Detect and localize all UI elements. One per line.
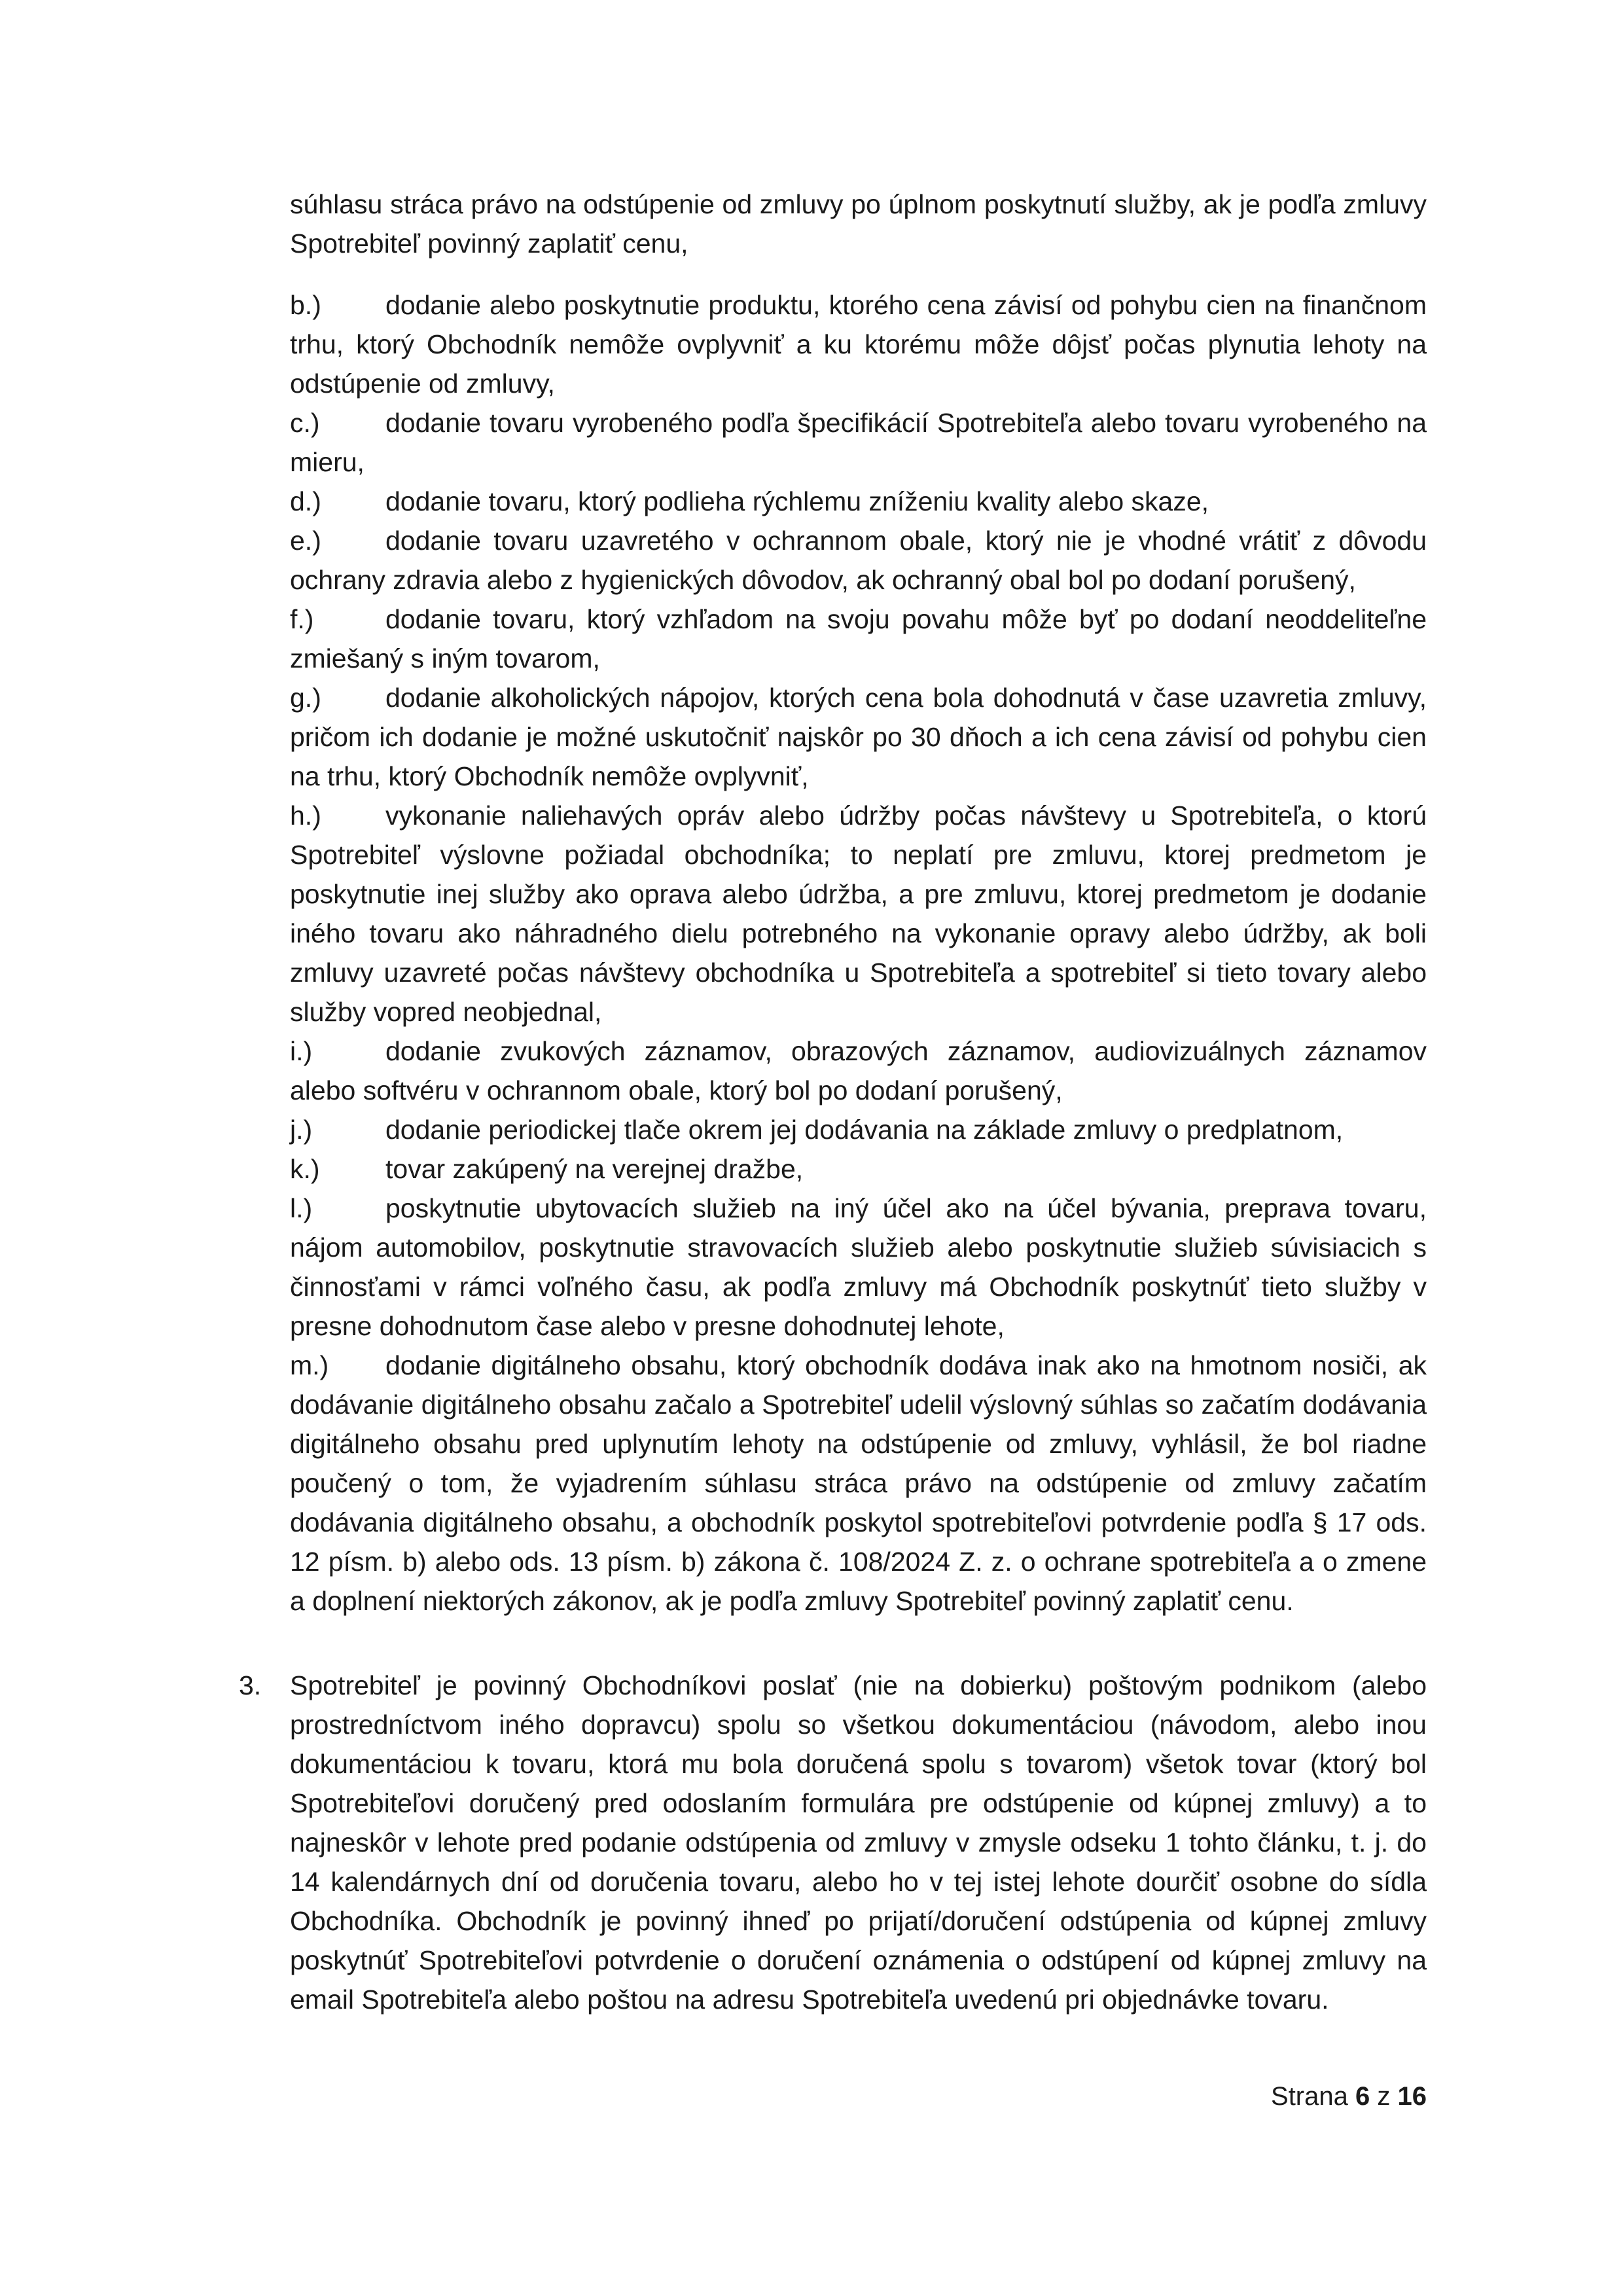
footer-page-number: 6 — [1355, 2082, 1370, 2111]
list-item — [290, 521, 1427, 600]
list-item — [290, 1346, 1427, 1621]
list-item — [290, 600, 1427, 678]
list-item-label: e.) — [290, 526, 321, 556]
list-item — [290, 1031, 1427, 1110]
list-item — [290, 403, 1427, 482]
list-item-text: tovar zakúpený na verejnej dražbe, — [385, 1154, 804, 1184]
list-item-label: f.) — [290, 604, 314, 634]
list-item-label: i.) — [290, 1036, 313, 1066]
list-item-text: dodanie tovaru, ktorý podlieha rýchlemu zníženiu kvality alebo skaze, — [385, 486, 1209, 516]
list-item-label: k.) — [290, 1154, 320, 1184]
page-footer — [1271, 2080, 1427, 2113]
section-3-number: 3. — [239, 1670, 262, 1700]
section-3 — [239, 1666, 1427, 2019]
list-item-text: poskytnutie ubytovacích služieb na iný účel ako na účel bývania, preprava tovaru, nájom automobilov, poskytnutie stravovacích služieb alebo poskytnutie služieb súvisiacich s činnosťami v rámci voľného času, ak podľa zmluvy má Obchodník poskytnúť tieto služby v presne dohodnutom čase alebo v presne dohodnutej lehote, — [290, 1193, 1427, 1341]
footer-of: z — [1377, 2082, 1391, 2111]
list-item-text: dodanie alebo poskytnutie produktu, ktorého cena závisí od pohybu cien na finančnom trhu, ktorý Obchodník nemôže ovplyvniť a ku ktorému môže dôjsť počas plynutia lehoty na odstúpenie od zmluvy, — [290, 290, 1427, 399]
body-content — [290, 185, 1427, 1621]
list-item-text: dodanie digitálneho obsahu, ktorý obchodník dodáva inak ako na hmotnom nosiči, ak dodávanie digitálneho obsahu začalo a Spotrebiteľ udelil výslovný súhlas so začatím dodávania digitálneho obsahu pred uplynutím lehoty na odstúpenie od zmluvy, vyhlásil, že bol riadne poučený o tom, že vyjadrením súhlasu stráca právo na odstúpenie od zmluvy začatím dodávania digitálneho obsahu, a obchodník poskytol spotrebiteľovi potvrdenie podľa § 17 ods. 12 písm. b) alebo ods. 13 písm. b) zákona č. 108/2024 Z. z. o ochrane spotrebiteľa a o zmene a doplnení niektorých zákonov, ak je podľa zmluvy Spotrebiteľ povinný zaplatiť cenu. — [290, 1350, 1427, 1616]
list-item-text: dodanie tovaru vyrobeného podľa špecifikácií Spotrebiteľa alebo tovaru vyrobeného na mieru, — [290, 408, 1427, 477]
list-item-label: j.) — [290, 1115, 313, 1145]
list-item-text: dodanie tovaru, ktorý vzhľadom na svoju povahu môže byť po dodaní neoddeliteľne zmiešaný s iným tovarom, — [290, 604, 1427, 673]
list-item-text: vykonanie naliehavých opráv alebo údržby počas návštevy u Spotrebiteľa, o ktorú Spotrebiteľ výslovne požiadal obchodníka; to neplatí pre zmluvu, ktorej predmetom je poskytnutie inej služby ako oprava alebo údržba, a pre zmluvu, ktorej predmetom je dodanie iného tovaru ako náhradného dielu potrebného na vykonanie opravy alebo údržby, ak boli zmluvy uzavreté počas návštevy obchodníka u Spotrebiteľa a spotrebiteľ si tieto tovary alebo služby vopred neobjednal, — [290, 800, 1427, 1027]
list-item-text: dodanie zvukových záznamov, obrazových záznamov, audiovizuálnych záznamov alebo softvéru v ochrannom obale, ktorý bol po dodaní porušený, — [290, 1036, 1427, 1105]
list-item-label: d.) — [290, 486, 321, 516]
list-item — [290, 482, 1427, 521]
exception-list — [290, 285, 1427, 1621]
list-item — [290, 1110, 1427, 1149]
section-3-text: Spotrebiteľ je povinný Obchodníkovi poslať (nie na dobierku) poštovým podnikom (alebo prostredníctvom iného dopravcu) spolu so všetkou dokumentáciou (návodom, alebo inou dokumentáciou k tovaru, ktorá mu bola doručená spolu s tovarom) všetok tovar (ktorý bol Spotrebiteľovi doručený pred odoslaním formulára pre odstúpenie od kúpnej zmluvy) a to najneskôr v lehote pred podanie odstúpenia od zmluvy v zmysle odseku 1 tohto článku, t. j. do 14 kalendárnych dní od doručenia tovaru, alebo ho v tej istej lehote dourčiť osobne do sídla Obchodníka. Obchodník je povinný ihneď po prijatí/doručení odstúpenia od kúpnej zmluvy poskytnúť Spotrebiteľovi potvrdenie o doručení oznámenia o odstúpení od kúpnej zmluvy na email Spotrebiteľa alebo poštou na adresu Spotrebiteľa uvedenú pri objednávke tovaru. — [290, 1670, 1427, 2015]
list-item-text: dodanie periodickej tlače okrem jej dodávania na základe zmluvy o predplatnom, — [385, 1115, 1344, 1145]
list-item — [290, 285, 1427, 403]
footer-prefix: Strana — [1271, 2082, 1348, 2111]
footer-total-pages: 16 — [1397, 2082, 1427, 2111]
list-item-label: m.) — [290, 1350, 329, 1380]
list-item-label: b.) — [290, 290, 321, 320]
list-item-label: l.) — [290, 1193, 313, 1223]
list-item-text: dodanie tovaru uzavretého v ochrannom obale, ktorý nie je vhodné vrátiť z dôvodu ochrany zdravia alebo z hygienických dôvodov, ak ochranný obal bol po dodaní porušený, — [290, 526, 1427, 595]
list-item — [290, 1189, 1427, 1346]
intro-paragraph: súhlasu stráca právo na odstúpenie od zmluvy po úplnom poskytnutí služby, ak je podľa zmluvy Spotrebiteľ povinný zaplatiť cenu, — [290, 189, 1427, 259]
list-item-text: dodanie alkoholických nápojov, ktorých cena bola dohodnutá v čase uzavretia zmluvy, pričom ich dodanie je možné uskutočniť najskôr po 30 dňoch a ich cena závisí od pohybu cien na trhu, ktorý Obchodník nemôže ovplyvniť, — [290, 683, 1427, 791]
list-item-label: h.) — [290, 800, 321, 831]
list-item — [290, 1149, 1427, 1189]
list-item — [290, 678, 1427, 796]
list-item-label: g.) — [290, 683, 321, 713]
list-item — [290, 796, 1427, 1031]
list-item-label: c.) — [290, 408, 320, 438]
